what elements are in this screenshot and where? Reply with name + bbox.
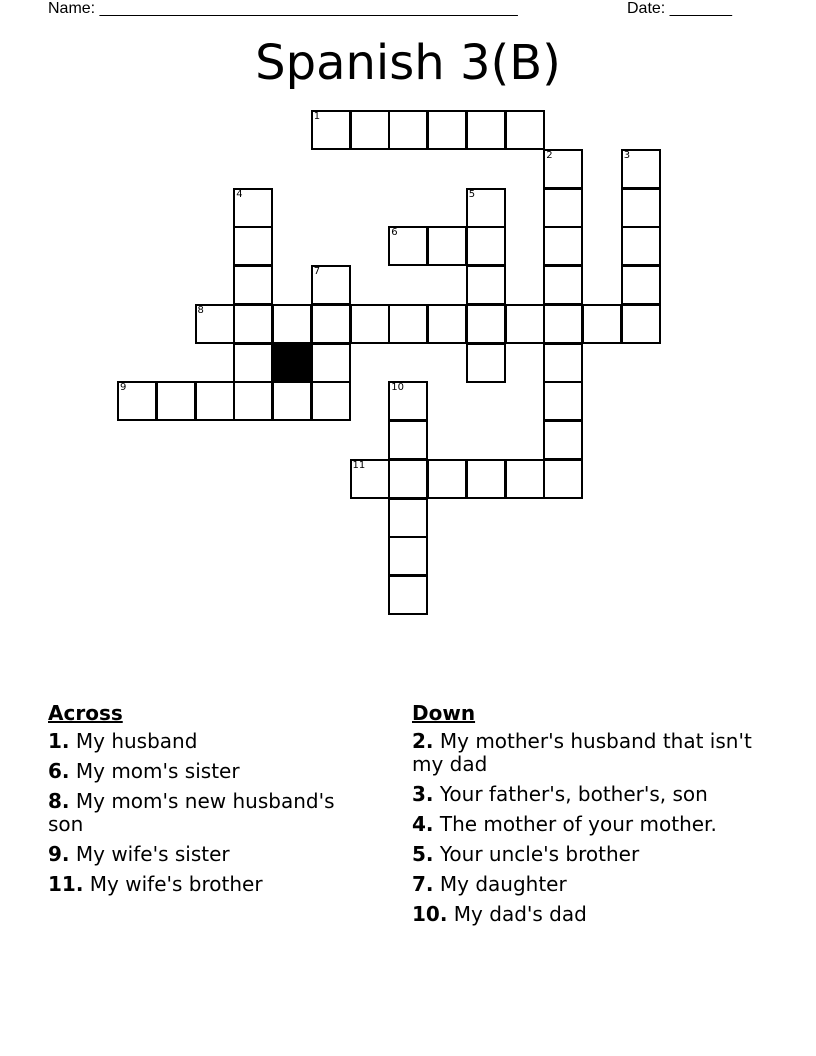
name-field-label: Name: _______________________________________________: [48, 0, 518, 17]
clue-text: My wife's brother: [89, 872, 263, 896]
clue-number: 3.: [412, 782, 434, 806]
crossword-cell[interactable]: [505, 459, 545, 499]
crossword-cell[interactable]: [466, 343, 506, 383]
clue-number: 11.: [48, 872, 84, 896]
crossword-cell[interactable]: [621, 188, 661, 228]
crossword-cell[interactable]: [233, 381, 273, 421]
crossword-cell[interactable]: [427, 304, 467, 344]
clue-number: 10.: [412, 902, 448, 926]
cell-number: 6: [391, 227, 398, 239]
clue-text: The mother of your mother.: [439, 812, 717, 836]
date-field-label: Date: _______: [627, 0, 732, 17]
clue-text: My daughter: [439, 872, 567, 896]
crossword-cell[interactable]: [582, 304, 622, 344]
crossword-cell[interactable]: [233, 226, 273, 266]
clue-across-6: [48, 760, 368, 783]
page-title: Spanish 3(B): [255, 35, 561, 91]
cell-number: 3: [623, 149, 631, 161]
crossword-cell[interactable]: [388, 381, 428, 421]
crossword-cell[interactable]: [388, 420, 428, 460]
crossword-cell[interactable]: [272, 304, 312, 344]
crossword-cell[interactable]: [388, 110, 428, 150]
clue-down-10: [412, 903, 752, 926]
clue-text: Your father's, bother's, son: [439, 782, 708, 806]
crossword-cell[interactable]: [543, 343, 583, 383]
crossword-cell[interactable]: [466, 265, 506, 305]
crossword-cell[interactable]: [505, 304, 545, 344]
clue-down-3: [412, 783, 752, 806]
clue-number: 5.: [412, 842, 434, 866]
clue-across-11: [48, 873, 368, 896]
crossword-cell[interactable]: [466, 459, 506, 499]
clue-number: 2.: [412, 729, 434, 753]
crossword-cell[interactable]: [427, 110, 467, 150]
crossword-cell[interactable]: [233, 188, 273, 228]
crossword-cell[interactable]: [466, 304, 506, 344]
crossword-cell[interactable]: [505, 110, 545, 150]
crossword-cell[interactable]: [543, 188, 583, 228]
crossword-cell[interactable]: [311, 381, 351, 421]
clue-text: My mom's new husband's son: [48, 789, 335, 836]
cell-number: 7: [313, 266, 321, 277]
crossword-cell[interactable]: [388, 536, 428, 576]
down-heading: Down: [412, 701, 476, 725]
crossword-cell[interactable]: [311, 265, 351, 305]
crossword-cell[interactable]: [543, 149, 583, 189]
clue-number: 8.: [48, 789, 70, 813]
crossword-cell[interactable]: [466, 110, 506, 150]
crossword-cell[interactable]: [543, 226, 583, 266]
clue-text: Your uncle's brother: [439, 842, 640, 866]
crossword-cell[interactable]: [311, 110, 351, 150]
cell-number: 4: [236, 188, 243, 200]
cell-number: 8: [197, 304, 204, 316]
crossword-cell[interactable]: [350, 459, 390, 499]
crossword-cell[interactable]: [388, 459, 428, 499]
crossword-cell[interactable]: [543, 265, 583, 305]
cell-number: 5: [468, 188, 476, 200]
crossword-cell[interactable]: [233, 343, 273, 383]
clue-number: 6.: [48, 759, 70, 783]
clue-across-1: [48, 730, 368, 753]
crossword-cell[interactable]: [388, 498, 428, 538]
clue-down-4: [412, 813, 752, 836]
header: [48, 0, 748, 20]
crossword-cell[interactable]: [388, 575, 428, 615]
crossword-cell[interactable]: [388, 226, 428, 266]
crossword-cell[interactable]: [543, 459, 583, 499]
crossword-cell[interactable]: [621, 265, 661, 305]
clue-number: 1.: [48, 729, 70, 753]
clue-down-7: [412, 873, 752, 896]
clue-down-5: [412, 843, 752, 866]
crossword-cell[interactable]: [621, 304, 661, 344]
clue-down-2: [412, 730, 752, 776]
crossword-cell[interactable]: [621, 226, 661, 266]
crossword-cell[interactable]: [466, 226, 506, 266]
crossword-cell[interactable]: [543, 420, 583, 460]
crossword-cell[interactable]: [195, 304, 235, 344]
crossword-cell[interactable]: [388, 304, 428, 344]
cell-number: 9: [120, 382, 127, 394]
clue-across-9: [48, 843, 368, 866]
crossword-cell[interactable]: [350, 110, 390, 150]
clue-text: My mother's husband that isn't my dad: [412, 729, 752, 776]
crossword-cell[interactable]: [427, 459, 467, 499]
crossword-cell[interactable]: [427, 226, 467, 266]
crossword-cell[interactable]: [621, 149, 661, 189]
down-clues: [412, 700, 752, 933]
cell-number: 1: [313, 111, 321, 122]
across-clues: [48, 700, 368, 903]
crossword-black-cell: [272, 343, 312, 383]
clue-text: My mom's sister: [75, 759, 240, 783]
clue-number: 4.: [412, 812, 434, 836]
cell-number: 11: [352, 459, 366, 471]
crossword-cell[interactable]: [195, 381, 235, 421]
crossword-cell[interactable]: [233, 265, 273, 305]
crossword-cell[interactable]: [272, 381, 312, 421]
crossword-cell[interactable]: [543, 304, 583, 344]
across-heading: Across: [48, 701, 123, 725]
crossword-cell[interactable]: [156, 381, 196, 421]
crossword-cell[interactable]: [311, 304, 351, 344]
crossword-cell[interactable]: [350, 304, 390, 344]
cell-number: 2: [546, 149, 553, 161]
crossword-cell[interactable]: [466, 188, 506, 228]
crossword-cell[interactable]: [543, 381, 583, 421]
clue-text: My wife's sister: [75, 842, 230, 866]
clue-number: 9.: [48, 842, 70, 866]
crossword-cell[interactable]: [233, 304, 273, 344]
crossword-cell[interactable]: [311, 343, 351, 383]
crossword-cell[interactable]: [117, 381, 157, 421]
clue-number: 7.: [412, 872, 434, 896]
clue-text: My dad's dad: [453, 902, 587, 926]
clue-text: My husband: [75, 729, 198, 753]
cell-number: 10: [391, 382, 404, 394]
clue-across-8: [48, 790, 368, 836]
